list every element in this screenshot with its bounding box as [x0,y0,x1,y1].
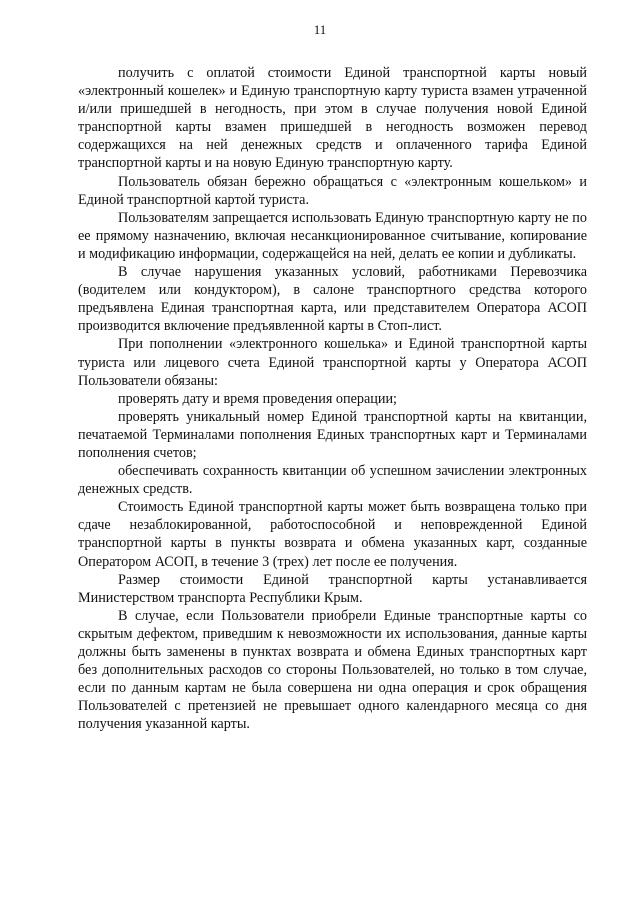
document-body [78,64,587,733]
paragraph: обеспечивать сохранность квитанции об успешном зачислении электронных денежных средств. [78,463,587,498]
paragraph: проверять уникальный номер Единой транспортной карты на квитанции, печатаемой Терминалами пополнения Единых транспортных карт и Терминалами пополнения счетов; [78,408,587,461]
paragraph: получить с оплатой стоимости Единой транспортной карты новый «электронный кошелек» и Единую транспортную карту туриста взамен утраченной и/или пришедшей в негодность, при этом в случае получения новой Единой транспортной карты взамен пришедшей в негодность возможен перевод содержащихся на ней денежных средств и оплаченного тарифа Единой транспортной карты и на новую Единую транспортную карту. [78,65,587,172]
paragraph: При пополнении «электронного кошелька» и Единой транспортной карты туриста или лицевого счета Единой транспортной карты у Оператора АСОП Пользователи обязаны: [78,336,587,389]
paragraph: В случае нарушения указанных условий, работниками Перевозчика (водителем или кондуктором), в салоне транспортного средства которого предъявлена Единая транспортная карта, или представителем Оператора АСОП производится включение предъявленной карты в Стоп-лист. [78,264,587,335]
paragraph: В случае, если Пользователи приобрели Единые транспортные карты со скрытым дефектом, приведшим к невозможности их использования, данные карты должны быть заменены в пунктах возврата и обмена Единых транспортных карт без дополнительных расходов со стороны Пользователей, но только в том случае, если по данным картам не была совершена ни одна операция и срок обращения Пользователей с претензией не превышает одного календарного месяца со дня получения указанной карты. [78,607,587,733]
paragraph: Стоимость Единой транспортной карты может быть возвращена только при сдаче незаблокированной, работоспособной и неповрежденной Единой транспортной карты в пункты возврата и обмена указанных карт, созданные Оператором АСОП, в течение 3 (трех) лет после ее получения. [78,499,587,570]
paragraph: проверять дату и время проведения операции; [118,390,397,407]
paragraph: Размер стоимости Единой транспортной карты устанавливается Министерством транспорта Республики Крым. [78,571,587,606]
paragraph: Пользователям запрещается использовать Единую транспортную карту не по ее прямому назначению, включая несанкционированное считывание, копирование и модификацию информации, содержащейся на ней, делать ее копии и дубликаты. [78,209,587,262]
paragraph: Пользователь обязан бережно обращаться с «электронным кошельком» и Единой транспортной картой туриста. [78,173,587,208]
page-number: 11 [313,22,327,37]
